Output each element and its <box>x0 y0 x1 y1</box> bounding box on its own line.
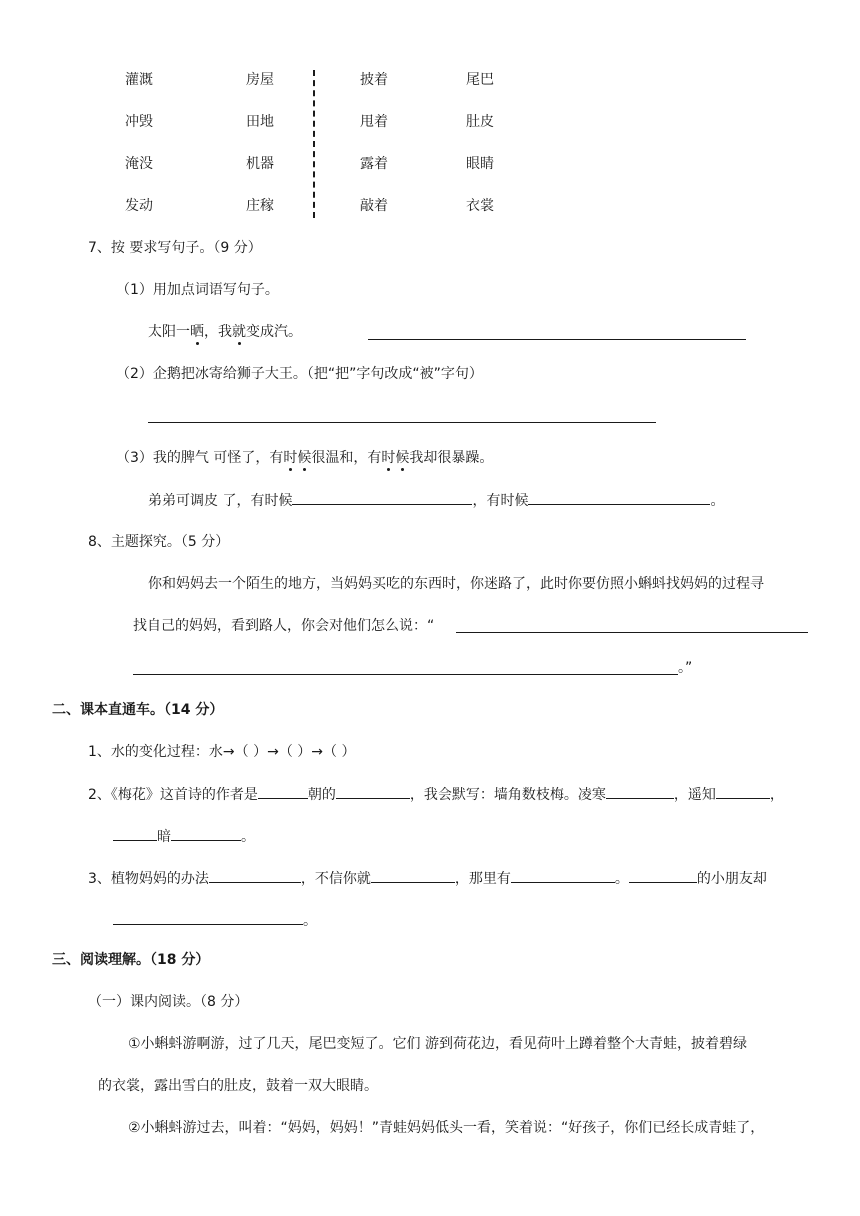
sentence-text: 变成汽。 <box>246 324 302 340</box>
sentence-text: 朝的 <box>307 787 336 803</box>
sentence-text: ，有时候 <box>472 493 529 509</box>
word-item: 露着 <box>360 156 388 172</box>
word-item: 披着 <box>360 72 388 88</box>
q7-sub3-sentence <box>116 448 493 468</box>
answer-blank[interactable] <box>716 784 770 799</box>
q7-sub1-label: （1）用加点词语写句子。 <box>116 282 279 298</box>
section2-q1: 1、水的变化过程：水→（ ）→（ ）→（ ） <box>88 744 356 760</box>
sentence-text: 。 <box>710 493 725 509</box>
answer-blank[interactable] <box>209 868 301 883</box>
section2-q3-cont <box>113 910 317 931</box>
reading-paragraph: 的衣裳，露出雪白的肚皮，鼓着一双大眼睛。 <box>98 1078 378 1094</box>
answer-blank[interactable] <box>606 784 674 799</box>
sentence-text: 。 <box>303 913 317 929</box>
word-item: 敲着 <box>360 198 388 214</box>
dotted-word: 就 <box>232 324 246 340</box>
section-2-title: 二、课本直通车。（14 分） <box>52 702 224 718</box>
sentence-text: 弟弟可调皮 了，有时候 <box>148 493 293 509</box>
q8-paragraph: 你和妈妈去一个陌生的地方，当妈妈买吃的东西时，你迷路了，此时你要仿照小蝌蚪找妈妈的过程寻 <box>148 576 764 592</box>
dotted-word: 候 <box>395 450 410 466</box>
answer-blank[interactable] <box>371 868 455 883</box>
answer-blank[interactable] <box>292 490 472 505</box>
word-item: 田地 <box>246 114 274 130</box>
section-3-title: 三、阅读理解。（18 分） <box>52 952 210 968</box>
question-7-title: 7、按 要求写句子。（9 分） <box>88 240 262 256</box>
word-item: 房屋 <box>246 72 274 88</box>
word-item: 机器 <box>246 156 274 172</box>
answer-blank[interactable] <box>528 490 710 505</box>
answer-line[interactable] <box>368 339 746 340</box>
word-item: 眼睛 <box>466 156 494 172</box>
sentence-text: 我却很暴躁。 <box>409 450 494 466</box>
answer-blank[interactable] <box>258 784 308 799</box>
answer-blank[interactable] <box>113 826 157 841</box>
word-item: 发动 <box>125 198 153 214</box>
sentence-text: 2、《梅花》这首诗的作者是 <box>88 787 258 803</box>
answer-line[interactable] <box>133 674 678 675</box>
sentence-text: （3）我的脾气 可怪了，有 <box>116 450 284 466</box>
answer-blank[interactable] <box>629 868 697 883</box>
section2-q2 <box>88 784 784 805</box>
dotted-word: 时 <box>283 450 298 466</box>
section3-sub1-title: （一）课内阅读。（8 分） <box>88 994 249 1010</box>
sentence-text: ，我 <box>204 324 232 340</box>
sentence-text: 。 <box>241 829 255 845</box>
dashed-divider <box>313 70 315 218</box>
word-item: 甩着 <box>360 114 388 130</box>
answer-blank[interactable] <box>113 910 303 925</box>
sentence-text: ，我会默写：墙角数枝梅。凌寒 <box>409 787 606 803</box>
sentence-text: ，遥知 <box>673 787 716 803</box>
q8-closing-quote: 。” <box>678 660 693 676</box>
word-item: 灌溉 <box>125 72 153 88</box>
question-8-title: 8、主题探究。（5 分） <box>88 534 230 550</box>
reading-paragraph: ②小蝌蚪游过去，叫着：“妈妈，妈妈！”青蛙妈妈低头一看，笑着说：“好孩子，你们已经长成青蛙了， <box>128 1120 765 1136</box>
answer-blank[interactable] <box>336 784 410 799</box>
sentence-text: ， <box>769 787 784 803</box>
sentence-text: 。 <box>614 871 629 887</box>
word-item: 淹没 <box>125 156 153 172</box>
dotted-word: 候 <box>297 450 312 466</box>
sentence-text: 3、植物妈妈的办法 <box>88 871 209 887</box>
word-item: 尾巴 <box>466 72 494 88</box>
q8-paragraph: 找自己的妈妈，看到路人，你会对他们怎么说：“ <box>133 618 435 634</box>
word-item: 肚皮 <box>466 114 494 130</box>
reading-paragraph: ①小蝌蚪游啊游，过了几天，尾巴变短了。它们 游到荷花边，看见荷叶上蹲着整个大青蛙，披着碧绿 <box>128 1036 747 1052</box>
q7-sub2-label: （2）企鹅把冰寄给狮子大王。（把“把”字句改成“被”字句） <box>116 366 483 382</box>
q7-sub3-answer-line <box>148 490 724 511</box>
q7-sub1-sentence <box>148 322 302 342</box>
word-item: 冲毁 <box>125 114 153 130</box>
sentence-text: ，不信你就 <box>300 871 371 887</box>
dotted-word: 时 <box>381 450 396 466</box>
answer-blank[interactable] <box>511 868 615 883</box>
sentence-text: 暗 <box>157 829 171 845</box>
word-item: 衣裳 <box>466 198 494 214</box>
dotted-word: 晒 <box>190 324 204 340</box>
section2-q3 <box>88 868 767 889</box>
word-item: 庄稼 <box>246 198 274 214</box>
sentence-text: ，那里有 <box>454 871 511 887</box>
answer-line[interactable] <box>456 632 808 633</box>
section2-q2-cont <box>113 826 255 847</box>
answer-blank[interactable] <box>171 826 241 841</box>
answer-line[interactable] <box>148 422 656 423</box>
sentence-text: 的小朋友却 <box>696 871 767 887</box>
sentence-text: 太阳一 <box>148 324 190 340</box>
sentence-text: 很温和，有 <box>311 450 382 466</box>
